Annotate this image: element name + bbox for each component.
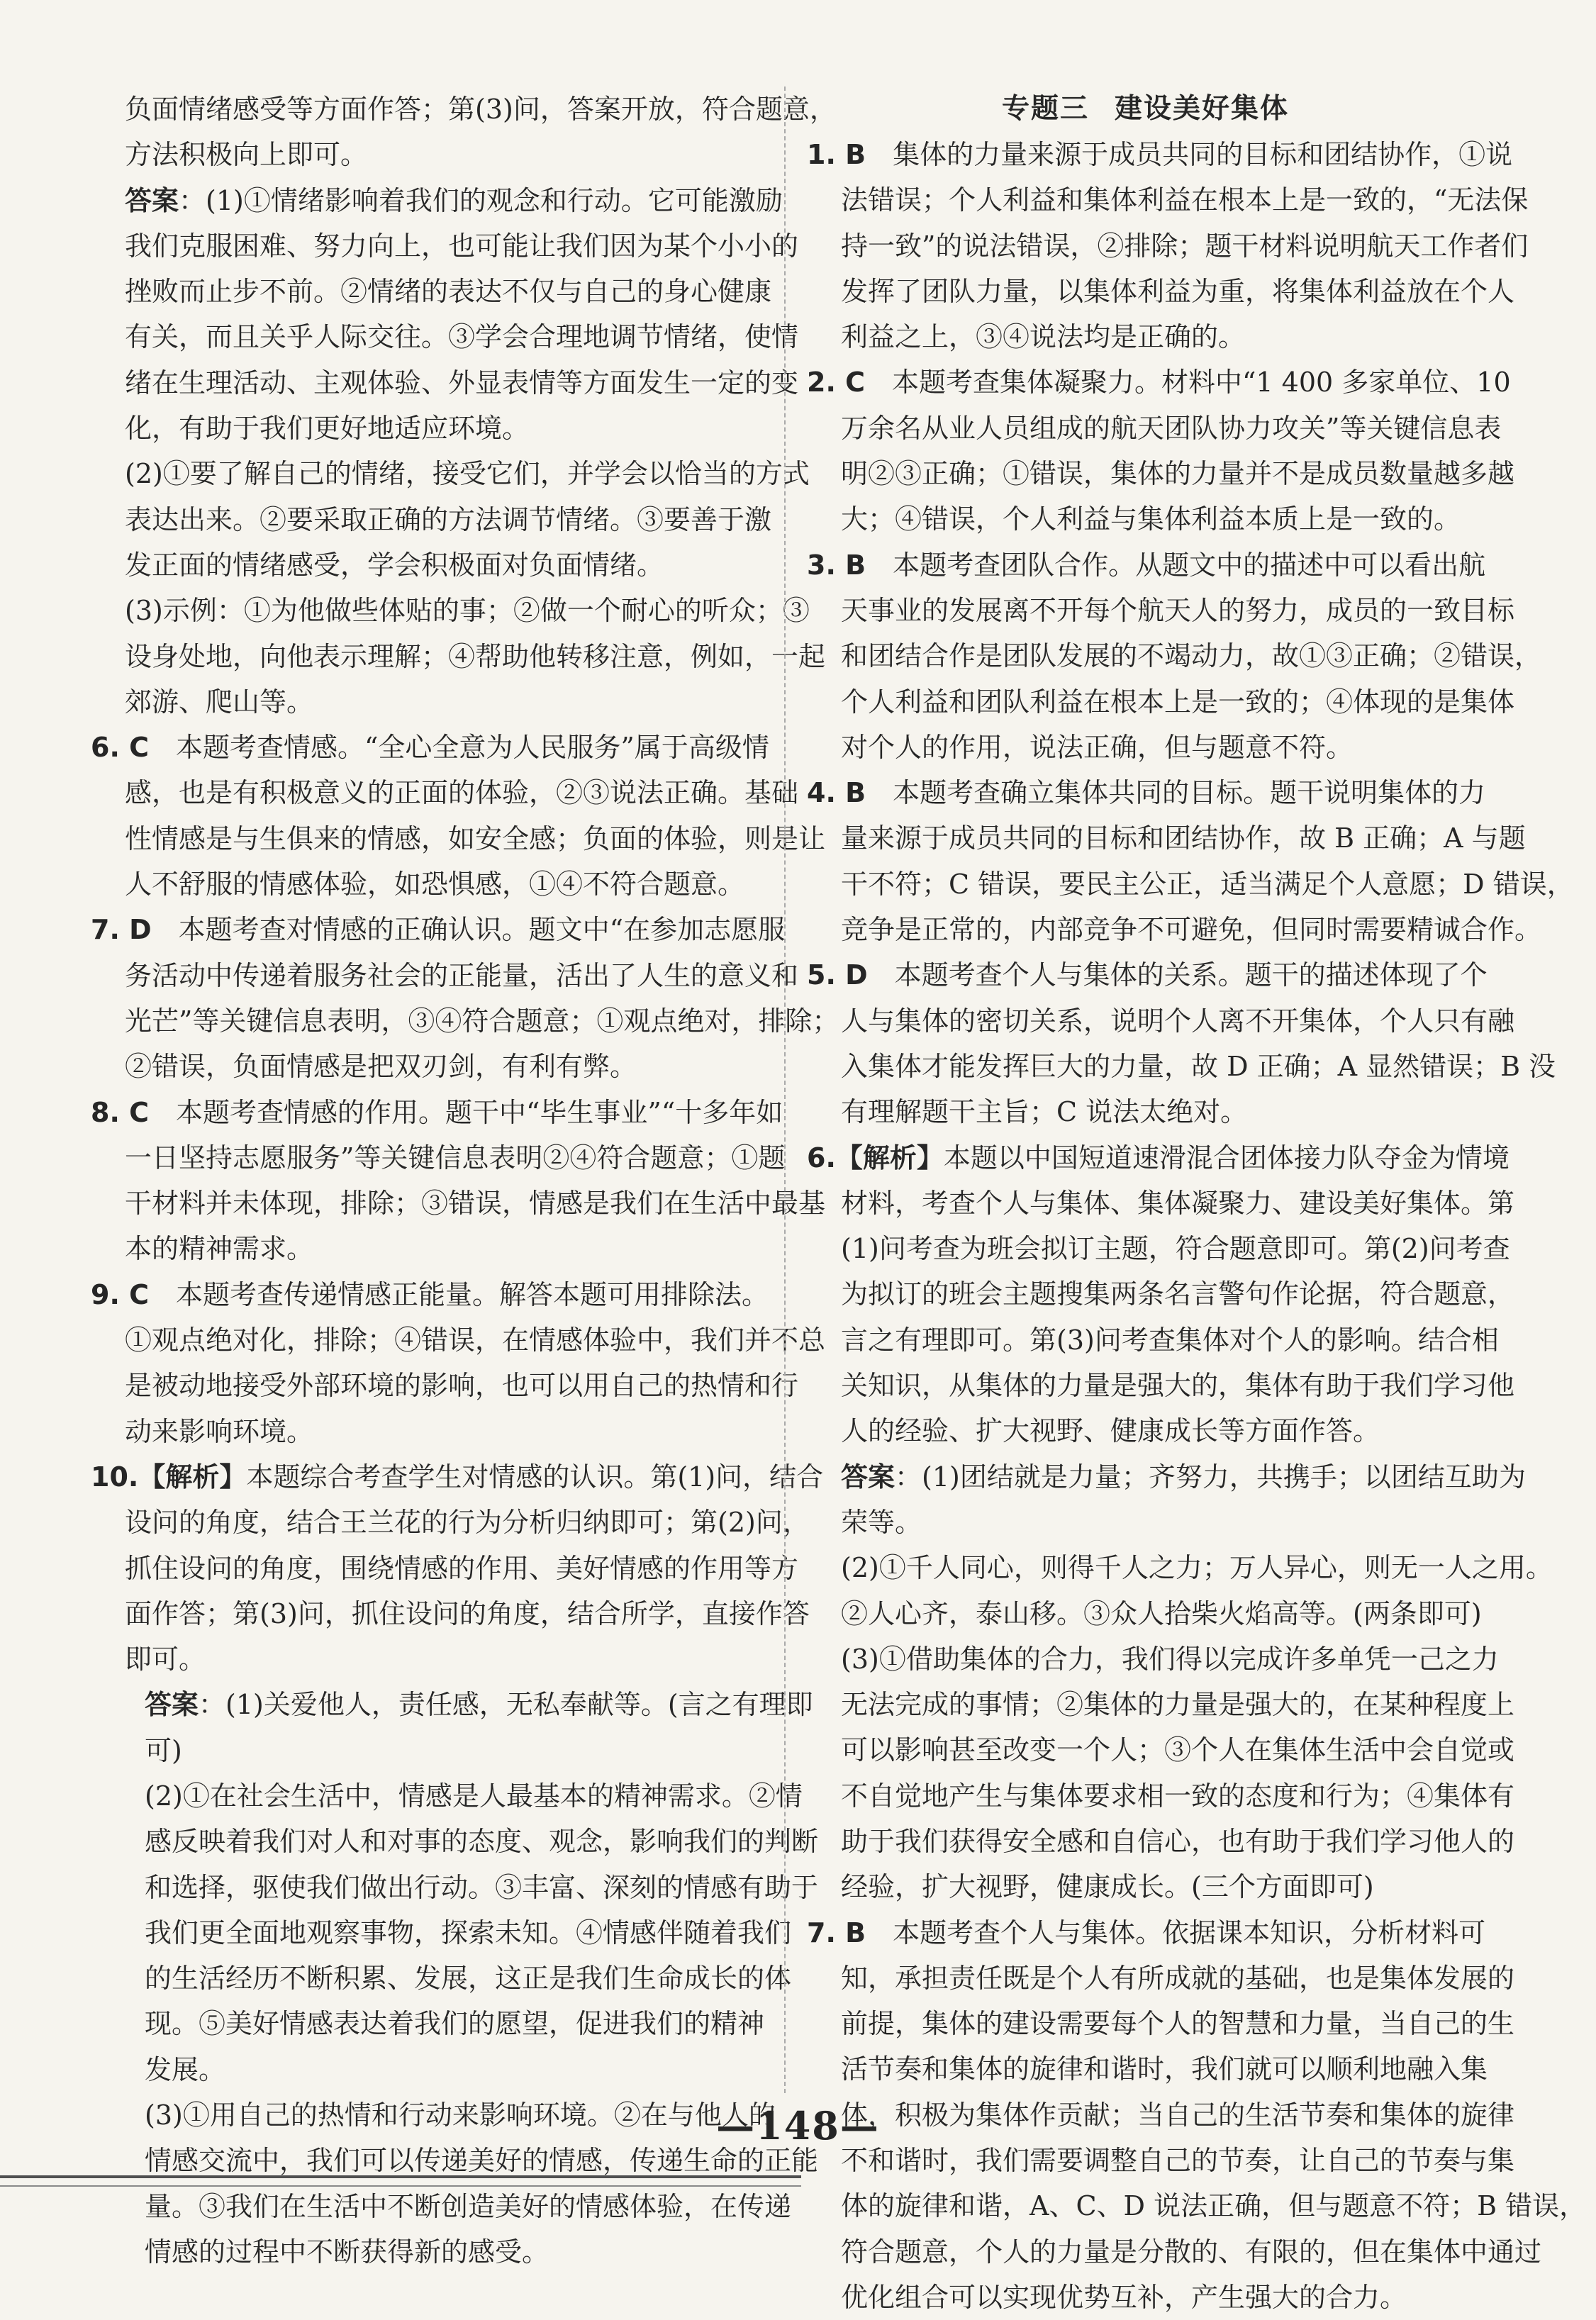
text-line	[807, 1408, 1484, 1454]
line-text: 关知识，从集体的力量是强大的，集体有助于我们学习他	[841, 1370, 1515, 1402]
text-line	[807, 1682, 1515, 1727]
line-text: 可)	[145, 1734, 182, 1766]
text-line	[91, 497, 772, 542]
text-line	[91, 223, 799, 269]
line-text: 挫败而止步不前。②情绪的表达不仅与自己的身心健康	[125, 276, 772, 308]
line-text: 设身处地，向他表示理解；④帮助他转移注意，例如，一起	[125, 640, 826, 672]
line-text: 不和谐时，我们需要调整自己的节奏，让自己的节奏与集	[841, 2145, 1515, 2177]
line-text: 法错误；个人利益和集体利益在根本上是一致的，“无法保	[841, 184, 1529, 216]
text-line	[807, 1089, 1484, 1134]
text-line	[807, 861, 1574, 907]
text-line	[91, 2001, 765, 2046]
text-line	[807, 1454, 1526, 1500]
section-title	[807, 87, 1484, 132]
line-text: (2)①千人同心，则得千人之力；万人异心，则无一人之用。	[841, 1552, 1553, 1584]
text-line	[91, 907, 786, 952]
text-line	[807, 588, 1515, 633]
right-column	[807, 87, 1587, 2320]
question-number: 7. D	[91, 914, 152, 946]
line-text: 动来影响环境。	[125, 1415, 314, 1447]
text-line	[807, 132, 1513, 177]
line-text: 面作答；第(3)问，抓住设问的角度，结合所学，直接作答	[125, 1597, 810, 1629]
text-line	[91, 132, 757, 177]
text-line	[91, 1773, 803, 1819]
line-text: 感反映着我们对人和对事的态度、观念，影响我们的判断	[145, 1826, 819, 1858]
line-text: 利益之上，③④说法均是正确的。	[841, 321, 1246, 353]
answer-label: 答案	[125, 184, 179, 216]
line-text: ②错误，负面情感是把双刃剑，有利有弊。	[125, 1051, 637, 1083]
text-line	[807, 1363, 1515, 1408]
text-line	[807, 1819, 1515, 1864]
text-line	[91, 861, 757, 907]
line-text: 发挥了团队力量，以集体利益为重，将集体利益放在个人	[841, 275, 1515, 307]
text-line	[807, 314, 1484, 359]
text-line	[807, 1317, 1499, 1363]
text-line	[807, 1135, 1509, 1181]
line-text: 荣等。	[841, 1506, 922, 1538]
text-line	[91, 2229, 757, 2275]
text-line	[91, 1135, 786, 1181]
text-line	[91, 1044, 757, 1089]
line-text: 我们克服困难、努力向上，也可能让我们因为某个小小的	[125, 230, 799, 262]
line-text: 即可。	[125, 1644, 206, 1675]
line-text: (1)问考查为班会拟订主题，符合题意即可。第(2)问考查	[841, 1233, 1510, 1265]
text-line	[91, 406, 757, 451]
text-line	[91, 1317, 826, 1363]
analysis-label: 【解析】	[138, 1461, 247, 1493]
text-line	[91, 679, 757, 725]
text-line	[807, 1773, 1515, 1819]
line-text: 不自觉地产生与集体要求相一致的态度和行为；④集体有	[841, 1780, 1515, 1812]
text-line	[807, 406, 1502, 451]
line-text: ①观点绝对化，排除；④错误，在情感体验中，我们并不总	[125, 1324, 826, 1356]
text-line	[91, 816, 826, 861]
line-text: 本题综合考查学生对情感的认识。第(1)问，结合	[246, 1461, 824, 1493]
text-line	[807, 1591, 1484, 1636]
text-line	[91, 269, 772, 314]
line-text: 设问的角度，结合王兰花的行为分析归纳即可；第(2)问，	[125, 1507, 810, 1539]
text-line	[91, 1910, 792, 1956]
text-line	[91, 725, 769, 770]
line-text: 知，承担责任既是个人有所成就的基础，也是集体发展的	[841, 1962, 1515, 1994]
line-text: 本题考查情感。“全心全意为人民服务”属于高级情	[149, 732, 769, 764]
line-text: 本的精神需求。	[125, 1233, 314, 1265]
text-line	[91, 2184, 792, 2229]
text-line	[91, 1226, 757, 1271]
line-text: 材料，考查个人与集体、集体凝聚力、建设美好集体。第	[841, 1187, 1515, 1219]
line-text: (2)①要了解自己的情绪，接受它们，并学会以恰当的方式	[125, 458, 810, 490]
text-line	[91, 1181, 826, 1226]
line-text: 经验，扩大视野，健康成长。(三个方面即可)	[841, 1871, 1374, 1903]
text-line	[807, 633, 1542, 679]
text-line	[807, 359, 1511, 405]
footer-rule-thin	[0, 2185, 801, 2187]
text-line	[91, 953, 799, 998]
text-line	[807, 1500, 1484, 1545]
line-text: 集体的力量来源于成员共同的目标和团结协作，①说	[866, 139, 1513, 170]
text-line	[807, 496, 1484, 542]
line-text: 绪在生理活动、主观体验、外显表情等方面发生一定的变	[125, 367, 799, 398]
line-text: 对个人的作用，说法正确，但与题意不符。	[841, 731, 1354, 763]
text-line	[91, 1363, 799, 1408]
line-text: 持一致”的说法错误，②排除；题干材料说明航天工作者们	[841, 230, 1529, 262]
line-text: 本题以中国短道速滑混合团体接力队夺金为情境	[943, 1142, 1509, 1173]
line-text: 助于我们获得安全感和自信心，也有助于我们学习他人的	[841, 1825, 1515, 1857]
line-text: 可以影响甚至改变一个人；③个人在集体生活中会自觉或	[841, 1734, 1515, 1766]
line-text: 有关，而且关乎人际交往。③学会合理地调节情绪，使情	[125, 321, 799, 353]
line-text: 符合题意，个人的力量是分散的、有限的，但在集体中通过	[841, 2236, 1542, 2268]
text-line	[91, 314, 799, 359]
question-number: 7. B	[807, 1917, 866, 1948]
text-line	[807, 1226, 1510, 1271]
section-title-sub: 建设美好集体	[1115, 93, 1290, 125]
text-line	[807, 1727, 1515, 1773]
text-line	[807, 998, 1515, 1044]
text-line	[807, 1044, 1556, 1089]
text-line	[91, 1546, 799, 1591]
line-text: 体，积极为集体作贡献；当自己的生活节奏和集体的旋律	[841, 2099, 1515, 2131]
answer-label: 答案	[145, 1689, 199, 1721]
text-line	[91, 1956, 792, 2001]
text-line	[91, 2047, 757, 2092]
line-text: 务活动中传递着服务社会的正能量，活出了人生的意义和	[125, 959, 799, 991]
line-text: 活节奏和集体的旋律和谐时，我们就可以顺利地融入集	[841, 2053, 1488, 2085]
line-text: 性情感是与生俱来的情感，如安全感；负面的体验，则是让	[125, 822, 826, 854]
line-text: 人不舒服的情感体验，如恐惧感，①④不符合题意。	[125, 869, 745, 900]
text-line	[807, 177, 1529, 223]
line-text: 本题考查团队合作。从题文中的描述中可以看出航	[866, 549, 1486, 581]
text-line	[807, 952, 1488, 998]
line-text: 干不符；C 错误，要民主公正，适当满足个人意愿；D 错误，	[841, 868, 1574, 900]
text-line	[807, 1181, 1515, 1226]
line-text: 本题考查集体凝聚力。材料中“1 400 多家单位、10	[865, 367, 1511, 398]
line-text: 本题考查确立集体共同的目标。题干说明集体的力	[866, 777, 1486, 809]
text-line	[91, 1409, 757, 1454]
answer-label: 答案	[841, 1461, 895, 1493]
section-title-main: 专题三	[1001, 93, 1089, 125]
text-line	[807, 2001, 1515, 2046]
question-number: 8. C	[91, 1096, 149, 1128]
line-text: 感，也是有积极意义的正面的体验，②③说法正确。基础	[125, 777, 799, 809]
text-line	[91, 87, 837, 132]
line-text: 人与集体的密切关系，说明个人离不开集体，个人只有融	[841, 1005, 1515, 1037]
line-text: 万余名从业人员组成的航天团队协力攻关”等关键信息表	[841, 412, 1502, 444]
line-text: 量来源于成员共同的目标和团结协作，故 B 正确；A 与题	[841, 822, 1526, 854]
line-text: 和团结合作是团队发展的不竭动力，故①③正确；②错误，	[841, 640, 1542, 672]
line-text: 本题考查情感的作用。题干中“毕生事业”“十多年如	[149, 1096, 783, 1128]
text-line	[91, 1728, 757, 1773]
line-text: 为拟订的班会主题搜集两条名言警句作论据，符合题意，	[841, 1278, 1515, 1310]
line-text: 体的旋律和谐，A、C、D 说法正确，但与题意不符；B 错误，	[841, 2190, 1587, 2222]
line-text: 无法完成的事情；②集体的力量是强大的，在某种程度上	[841, 1689, 1515, 1721]
text-line	[91, 1090, 783, 1135]
text-line	[807, 223, 1529, 269]
text-line	[807, 725, 1484, 770]
question-number: 1. B	[807, 139, 866, 170]
line-text: 有理解题干主旨；C 说法太绝对。	[841, 1096, 1248, 1128]
text-line	[91, 770, 799, 815]
line-text: 发正面的情绪感受，学会积极面对负面情绪。	[125, 549, 664, 581]
text-line	[91, 1819, 819, 1864]
text-line	[807, 2183, 1587, 2229]
line-text: 言之有理即可。第(3)问考查集体对个人的影响。结合相	[841, 1324, 1499, 1356]
question-number: 6. C	[91, 732, 149, 764]
page-number: —148—	[716, 2103, 880, 2148]
line-text: 本题考查传递情感正能量。解答本题可用排除法。	[149, 1278, 769, 1310]
text-line	[91, 360, 799, 406]
text-line	[91, 542, 757, 588]
line-text: 入集体才能发挥巨大的力量，故 D 正确；A 显然错误；B 没	[841, 1050, 1556, 1082]
text-line	[807, 1956, 1515, 2001]
line-text: ：(1)①情绪影响着我们的观念和行动。它可能激励	[179, 184, 783, 216]
line-text: 前提，集体的建设需要每个人的智慧和力量，当自己的生	[841, 2008, 1515, 2040]
line-text: (3)示例：①为他做些体贴的事；②做一个耐心的听众；③	[125, 595, 810, 627]
text-line	[91, 998, 839, 1044]
line-text: 表达出来。②要采取正确的方法调节情绪。③要善于激	[125, 503, 772, 535]
text-line	[807, 542, 1484, 588]
line-text: 是被动地接受外部环境的影响，也可以用自己的热情和行	[125, 1370, 799, 1402]
question-number: 2. C	[807, 367, 865, 398]
line-text: 现。⑤美好情感表达着我们的愿望，促进我们的精神	[145, 2008, 765, 2040]
line-text: 抓住设问的角度，围绕情感的作用、美好情感的作用等方	[125, 1552, 799, 1584]
analysis-label: 【解析】	[835, 1142, 944, 1173]
line-text: 光芒”等关键信息表明，③④符合题意；①观点绝对，排除；	[125, 1005, 839, 1037]
question-number: 10.	[91, 1461, 139, 1493]
line-text: ②人心齐，泰山移。③众人拾柴火焰高等。(两条即可)	[841, 1597, 1482, 1629]
line-text: 个人利益和团队利益在根本上是一致的；④体现的是集体	[841, 686, 1515, 718]
text-line	[91, 1682, 813, 1727]
text-line	[91, 178, 783, 223]
line-text: ：(1)关爱他人，责任感，无私奉献等。(言之有理即	[199, 1689, 813, 1721]
text-line	[807, 815, 1526, 861]
text-line	[807, 1271, 1515, 1317]
line-text: 我们更全面地观察事物，探索未知。④情感伴随着我们	[145, 1917, 792, 1948]
question-number: 3. B	[807, 549, 866, 581]
line-text: 本题考查个人与集体。依据课本知识，分析材料可	[866, 1917, 1486, 1948]
text-line	[807, 1910, 1484, 1956]
line-text: 干材料并未体现，排除；③错误，情感是我们在生活中最基	[125, 1188, 826, 1220]
line-text: 量。③我们在生活中不断创造美好的情感体验，在传递	[145, 2190, 792, 2222]
line-text: (2)①在社会生活中，情感是人最基本的精神需求。②情	[145, 1780, 803, 1812]
text-line	[807, 451, 1515, 496]
line-text: 大；④错误，个人利益与集体利益本质上是一致的。	[841, 503, 1461, 535]
line-text: 和选择，驱使我们做出行动。③丰富、深刻的情感有助于	[145, 1871, 819, 1903]
line-text: 明②③正确；①错误，集体的力量并不是成员数量越多越	[841, 458, 1515, 490]
text-line	[807, 2229, 1542, 2275]
text-line	[91, 1636, 757, 1682]
text-line	[807, 2275, 1484, 2320]
line-text: 郊游、爬山等。	[125, 686, 314, 718]
line-text: (3)①借助集体的合力，我们得以完成许多单凭一己之力	[841, 1643, 1499, 1675]
line-text: 情感的过程中不断获得新的感受。	[145, 2236, 549, 2268]
text-line	[807, 1545, 1553, 1590]
footer-rule	[0, 2175, 801, 2178]
text-line	[807, 907, 1542, 952]
line-text: 发展。	[145, 2053, 226, 2085]
text-line	[91, 1272, 769, 1317]
line-text: (3)①用自己的热情和行动来影响环境。②在与他人的	[145, 2099, 776, 2131]
line-text: ：(1)团结就是力量；齐努力，共携手；以团结互助为	[895, 1461, 1526, 1493]
text-line	[91, 1454, 824, 1500]
text-line	[807, 1636, 1499, 1682]
question-number: 4. B	[807, 777, 866, 809]
question-number: 5. D	[807, 959, 868, 991]
line-text: 优化组合可以实现优势互补，产生强大的合力。	[841, 2281, 1407, 2313]
line-text: 本题考查个人与集体的关系。题干的描述体现了个	[867, 959, 1488, 991]
line-text: 人的经验、扩大视野、健康成长等方面作答。	[841, 1415, 1380, 1447]
line-text: 天事业的发展离不开每个航天人的努力，成员的一致目标	[841, 594, 1515, 626]
text-line	[807, 2046, 1488, 2092]
text-line	[91, 1500, 810, 1545]
question-number: 9. C	[91, 1278, 149, 1310]
text-line	[91, 634, 826, 679]
text-line	[91, 1865, 819, 1910]
line-text: 负面情绪感受等方面作答；第(3)问，答案开放，符合题意，	[125, 94, 837, 125]
question-number: 6.	[807, 1142, 836, 1173]
text-line	[91, 588, 810, 633]
text-line	[91, 1591, 810, 1636]
line-text: 方法积极向上即可。	[125, 139, 368, 171]
line-text: 一日坚持志愿服务”等关键信息表明②④符合题意；①题	[125, 1142, 786, 1173]
line-text: 化，有助于我们更好地适应环境。	[125, 413, 530, 445]
line-text: 的生活经历不断积累、发展，这正是我们生命成长的体	[145, 1963, 792, 1995]
text-line	[91, 451, 810, 496]
text-line	[807, 679, 1515, 725]
text-line	[807, 770, 1484, 815]
line-text: 情感交流中，我们可以传递美好的情感，传递生命的正能	[145, 2145, 819, 2177]
line-text: 本题考查对情感的正确认识。题文中“在参加志愿服	[151, 914, 786, 946]
text-line	[807, 269, 1515, 314]
text-line	[807, 1864, 1484, 1909]
line-text: 竞争是正常的，内部竞争不可避免，但同时需要精诚合作。	[841, 914, 1542, 946]
column-divider	[784, 87, 786, 2093]
